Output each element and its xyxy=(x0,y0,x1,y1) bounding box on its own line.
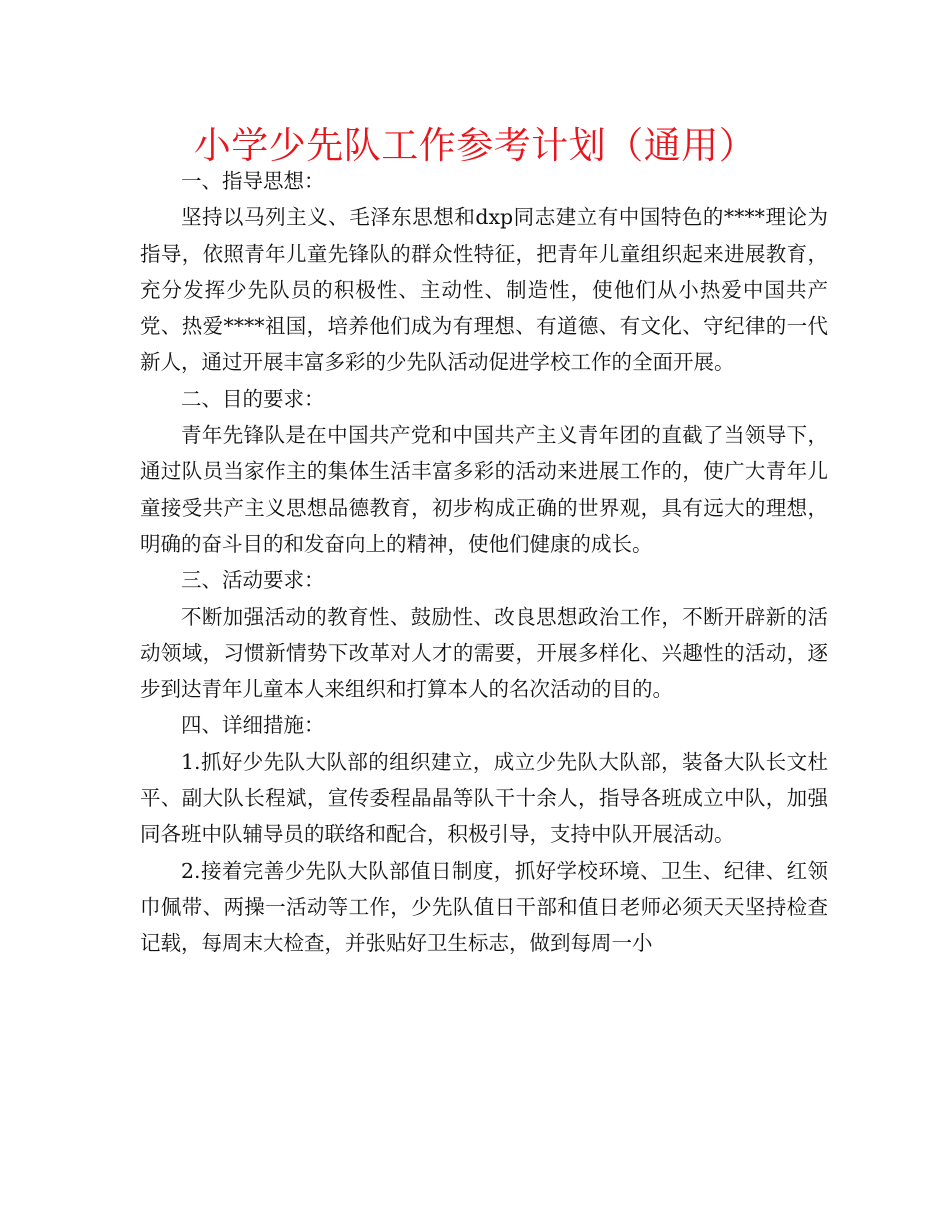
section-heading-2: 二、目的要求： xyxy=(181,386,325,411)
section-heading-3: 三、活动要求： xyxy=(181,568,325,593)
document-body xyxy=(140,163,828,962)
section-3-paragraph-1: 不断加强活动的教育性、鼓励性、改良思想政治工作，不断开辟新的活动领域，习惯新情势下改革对人才的需要，开展多样化、兴趣性的活动，逐步到达青年儿童本人来组织和打算本人的名次活动的目的。 xyxy=(140,604,828,702)
document-title: 小学少先队工作参考计划（通用） xyxy=(193,124,757,167)
section-1-paragraph-1: 坚持以马列主义、毛泽东思想和dxp同志建立有中国特色的****理论为指导，依照青年儿童先锋队的群众性特征，把青年儿童组织起来进展教育，充分发挥少先队员的积极性、主动性、制造性，使他们从小热爱中国共产党、热爱****祖国，培养他们成为有理想、有道德、有文化、守纪律的一代新人，通过开展丰富多彩的少先队活动促进学校工作的全面开展。 xyxy=(140,205,828,375)
section-heading-4: 四、详细措施： xyxy=(181,713,325,738)
section-2-paragraph-1: 青年先锋队是在中国共产党和中国共产主义青年团的直截了当领导下，通过队员当家作主的集体生活丰富多彩的活动来进展工作的，使广大青年儿童接受共产主义思想品德教育，初步构成正确的世界观，具有远大的理想，明确的奋斗目的和发奋向上的精神，使他们健康的成长。 xyxy=(140,423,828,556)
section-heading-1: 一、指导思想： xyxy=(181,169,325,193)
section-4-paragraph-2: 2.接着完善少先队大队部值日制度，抓好学校环境、卫生、纪律、红领巾佩带、两操一活动等工作，少先队值日干部和值日老师必须天天坚持检查记载，每周末大检查，并张贴好卫生标志，做到每周一小 xyxy=(140,858,828,956)
section-4-paragraph-1: 1.抓好少先队大队部的组织建立，成立少先队大队部，装备大队长文杜平、副大队长程斌，宣传委程晶晶等队干十余人，指导各班成立中队，加强同各班中队辅导员的联络和配合，积极引导，支持中队开展活动。 xyxy=(140,749,828,847)
